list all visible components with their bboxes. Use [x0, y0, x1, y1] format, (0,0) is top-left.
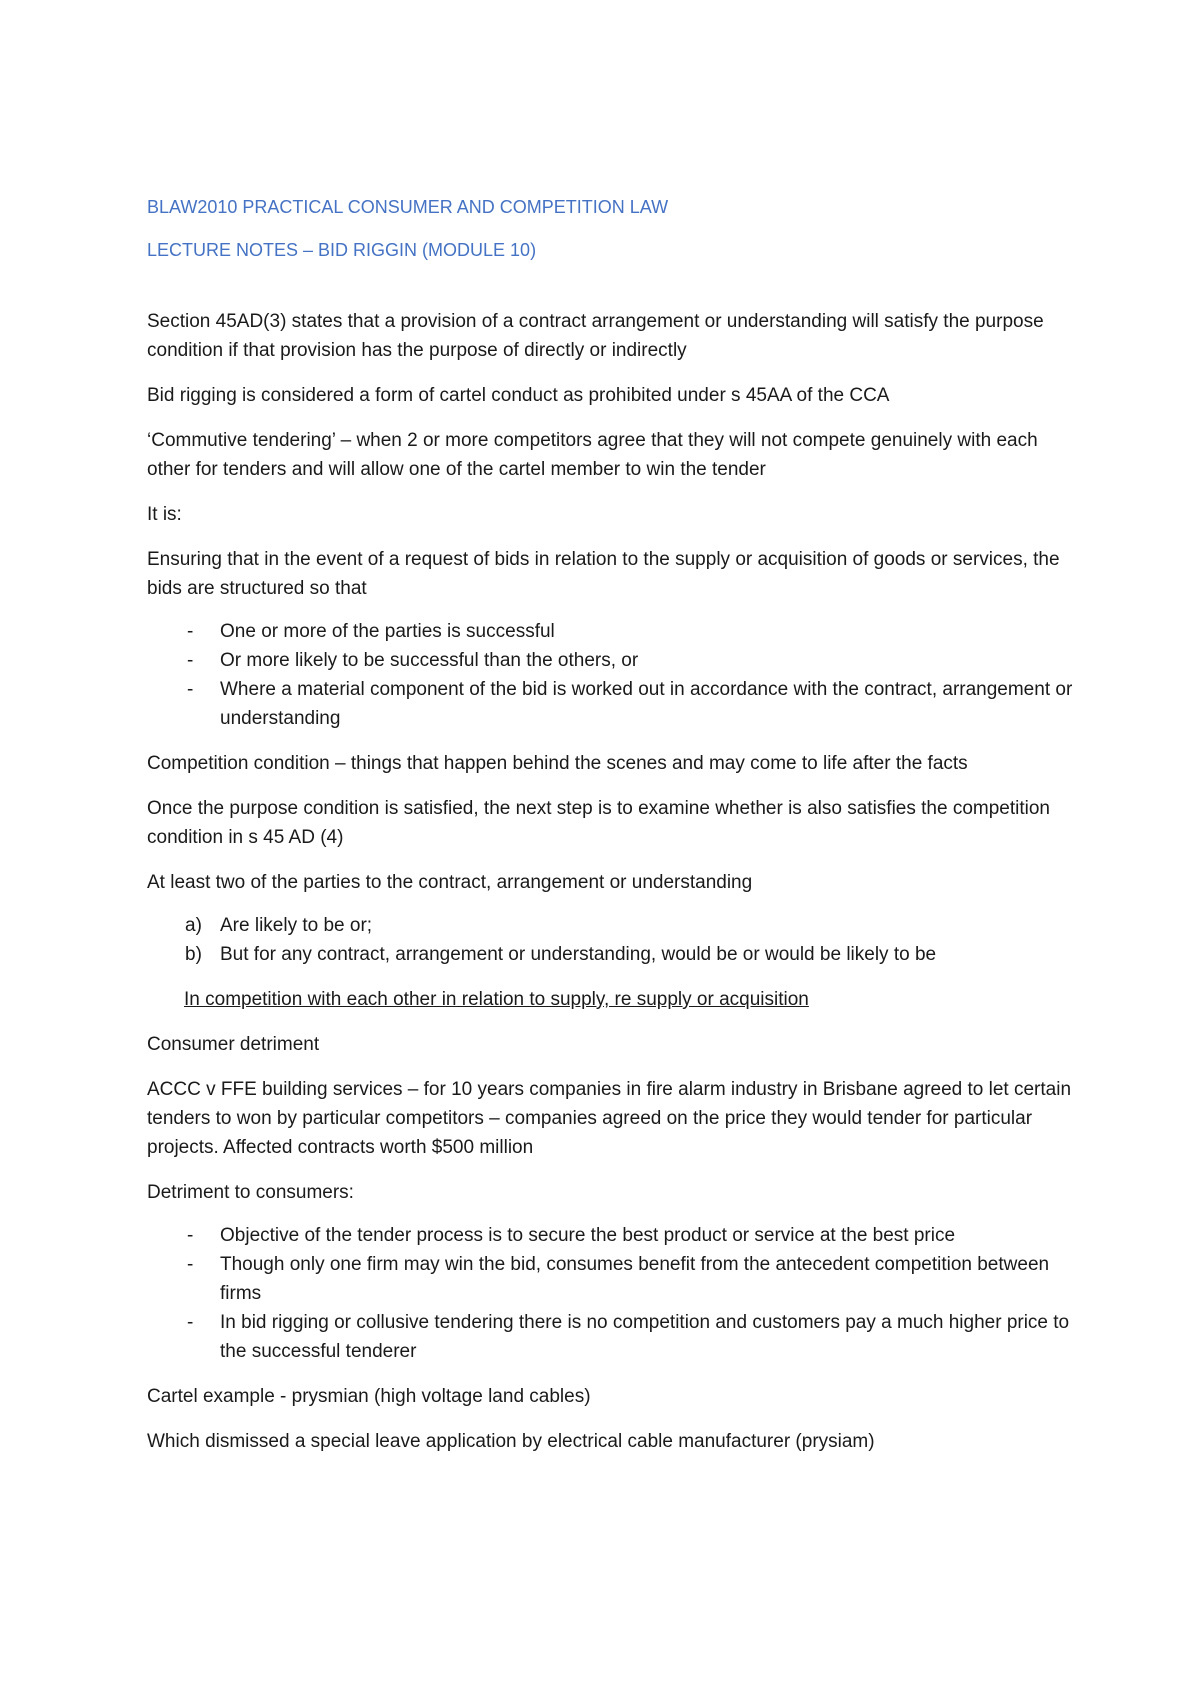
- paragraph-ensuring: Ensuring that in the event of a request of bids in relation to the supply or acquisition of goods or services, the bids are structured so that: [147, 549, 1060, 599]
- list-item-text: Though only one firm may win the bid, consumes benefit from the antecedent competition between firms: [220, 1254, 1050, 1304]
- course-title: BLAW2010 PRACTICAL CONSUMER AND COMPETITION LAW: [147, 197, 669, 217]
- paragraph-competition-condition: Competition condition – things that happen behind the scenes and may come to life after the facts: [147, 753, 968, 774]
- lecture-title: LECTURE NOTES – BID RIGGIN (MODULE 10): [147, 240, 537, 260]
- list-item-text: But for any contract, arrangement or understanding, would be or would be likely to be: [220, 944, 937, 965]
- list-item: [147, 617, 1077, 646]
- list-item-text: Where a material component of the bid is worked out in accordance with the contract, arrangement or understanding: [220, 679, 1073, 729]
- paragraph-purpose-satisfied: Once the purpose condition is satisfied, the next step is to examine whether is also satisfies the competition condition in s 45 AD (4): [147, 798, 1050, 848]
- list-item: [147, 1308, 1077, 1366]
- list-item-text: In bid rigging or collusive tendering there is no competition and customers pay a much higher price to the successful tenderer: [220, 1312, 1070, 1362]
- dash-marker: -: [187, 621, 194, 642]
- paragraph-special-leave: Which dismissed a special leave application by electrical cable manufacturer (prysiam): [147, 1431, 875, 1452]
- list-item-text: One or more of the parties is successful: [220, 621, 555, 642]
- paragraph-it-is: It is:: [147, 504, 182, 525]
- bid-outcome-list: [147, 617, 1077, 733]
- dash-marker: -: [187, 650, 194, 671]
- dash-marker: -: [187, 1225, 194, 1246]
- list-marker: b): [185, 944, 202, 965]
- paragraph-cartel-example: Cartel example - prysmian (high voltage land cables): [147, 1386, 591, 1407]
- paragraph-commutive-tendering: ‘Commutive tendering’ – when 2 or more competitors agree that they will not compete genuinely with each other for tenders and will allow one of the cartel member to win the tender: [147, 430, 1038, 480]
- list-item: [147, 940, 1077, 969]
- list-item: [147, 1221, 1077, 1250]
- list-item-text: Objective of the tender process is to secure the best product or service at the best price: [220, 1225, 956, 1246]
- paragraph-consumer-detriment: Consumer detriment: [147, 1034, 320, 1055]
- dash-marker: -: [187, 1312, 194, 1333]
- list-item-text: Or more likely to be successful than the others, or: [220, 650, 639, 671]
- list-marker: a): [185, 915, 202, 936]
- dash-marker: -: [187, 1254, 194, 1275]
- paragraph-detriment-heading: Detriment to consumers:: [147, 1182, 354, 1203]
- document-body: [147, 193, 1077, 1472]
- paragraph-section-45ad3: Section 45AD(3) states that a provision of a contract arrangement or understanding will satisfy the purpose condition if that provision has the purpose of directly or indirectly: [147, 311, 1044, 361]
- paragraph-accc-case: ACCC v FFE building services – for 10 years companies in fire alarm industry in Brisbane agreed to let certain tenders to won by particular competitors – companies agreed on the price they would tender for particular projects. Affected contracts worth $500 million: [147, 1079, 1072, 1158]
- list-item: [147, 675, 1077, 733]
- paragraph-bid-rigging: Bid rigging is considered a form of cartel conduct as prohibited under s 45AA of the CCA: [147, 385, 890, 406]
- competition-list: [147, 911, 1077, 969]
- list-item-text: Are likely to be or;: [220, 915, 373, 936]
- list-item: [147, 911, 1077, 940]
- list-item: [147, 646, 1077, 675]
- list-item: [147, 1250, 1077, 1308]
- dash-marker: -: [187, 679, 194, 700]
- paragraph-in-competition: In competition with each other in relation to supply, re supply or acquisition: [184, 989, 809, 1010]
- paragraph-at-least-two: At least two of the parties to the contract, arrangement or understanding: [147, 872, 753, 893]
- detriment-list: [147, 1221, 1077, 1366]
